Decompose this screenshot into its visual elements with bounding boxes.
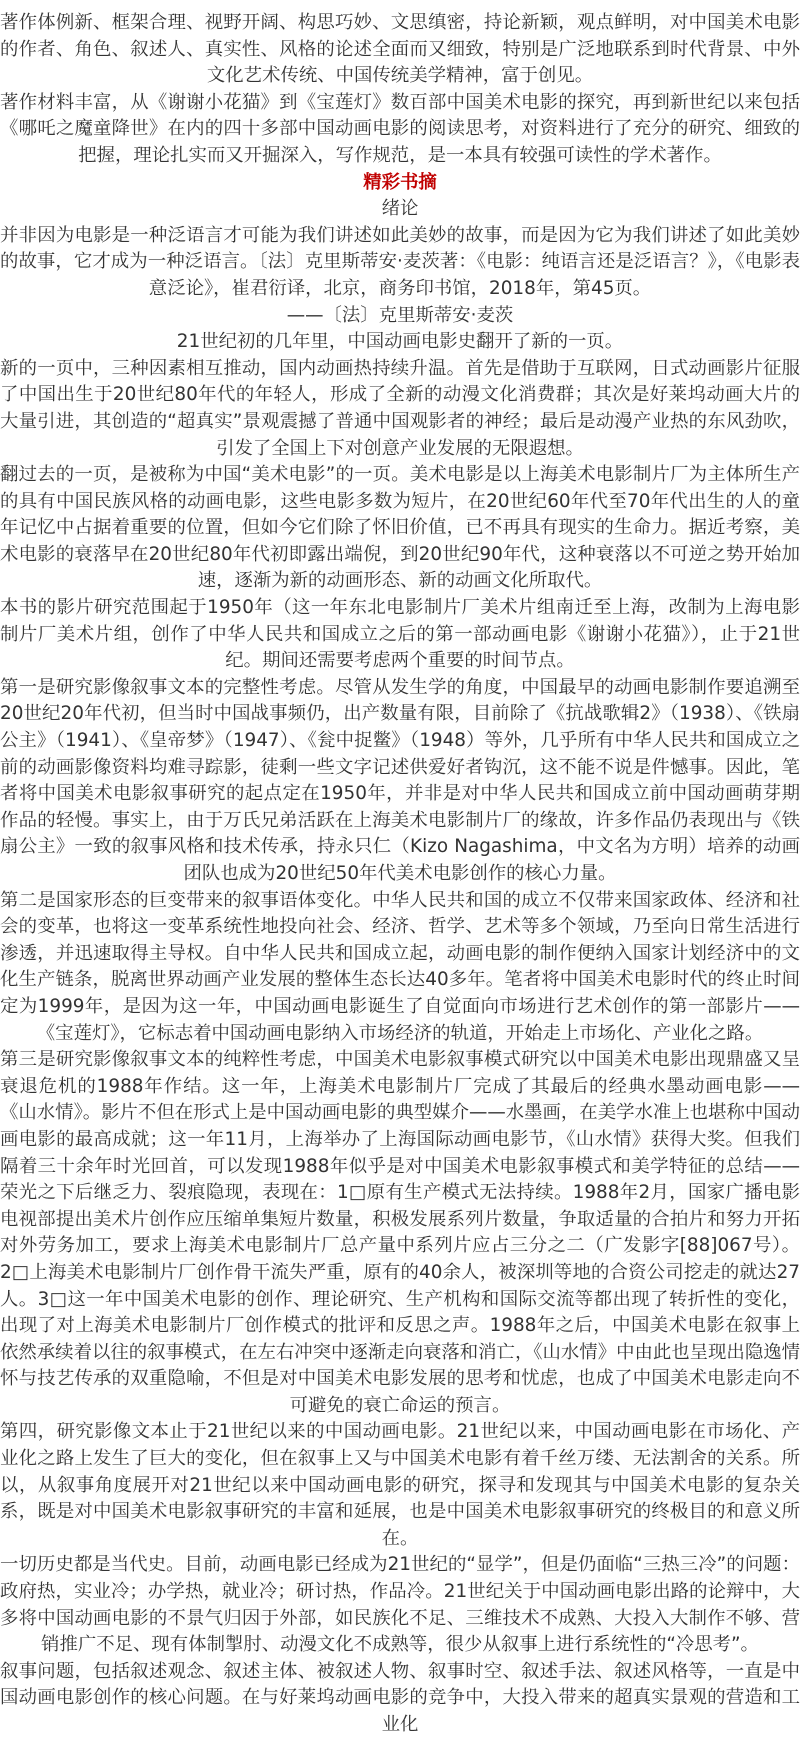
chapter-title: 绪论 xyxy=(381,198,419,220)
excerpt-heading: 精彩书摘 xyxy=(363,171,437,193)
body-paragraph: 21世纪初的几年里，中国动画电影史翻开了新的一页。 xyxy=(176,331,624,353)
epigraph: 并非因为电影是一种泛语言才可能为我们讲述如此美妙的故事，而是因为它为我们讲述了如此美妙的故事，它才成为一种泛语言。〔法〕克里斯蒂安·麦茨著：《电影：纯语言还是泛语言？》，《电影表意泛论》，崔君衍译，北京，商务印书馆，2018年，第45页。 xyxy=(0,224,800,299)
epigraph-attribution: ——〔法〕克里斯蒂安·麦茨 xyxy=(286,304,514,326)
body-paragraph: 第一是研究影像叙事文本的完整性考虑。尽管从发生学的角度，中国最早的动画电影制作要追溯至20世纪20年代初，但当时中国战事频仍，出产数量有限，目前除了《抗战歌辑2》（1938）、《铁扇公主》（1941）、《皇帝梦》（1947）、《瓮中捉鳖》（1948）等外，几乎所有中华人民共和国成立之前的动画影像资料均难寻踪影，徒剩一些文字记述供爱好者钩沉，这不能不说是件憾事。因此，笔者将中国美术电影叙事研究的起点定在1950年，并非是对中华人民共和国成立前中国动画萌芽期作品的轻慢。事实上，由于万氏兄弟活跃在上海美术电影制片厂的缘故，许多作品仍表现出与《铁扇公主》一致的叙事风格和技术传承，持永只仁（Kizo Nagashima，中文名为方明）培养的动画团队也成为20世纪50年代美术电影创作的核心力量。 xyxy=(0,676,800,884)
body-paragraph: 新的一页中，三种因素相互推动，国内动画热持续升温。首先是借助于互联网，日式动画影片征服了中国出生于20世纪80年代的年轻人，形成了全新的动漫文化消费群；其次是好莱坞动画大片的大量引进，其创造的“超真实”景观震撼了普通中国观影者的神经；最后是动漫产业热的东风劲吹，引发了全国上下对创意产业发展的无限遐想。 xyxy=(0,357,800,459)
body-paragraph: 翻过去的一页，是被称为中国“美术电影”的一页。美术电影是以上海美术电影制片厂为主体所生产的具有中国民族风格的动画电影，这些电影多数为短片，在20世纪60年代至70年代出生的人的童年记忆中占据着重要的位置，但如今它们除了怀旧价值，已不再具有现实的生命力。据近考察，美术电影的衰落早在20世纪80年代初即露出端倪，到20世纪90年代，这种衰落以不可逆之势开始加速，逐渐为新的动画形态、新的动画文化所取代。 xyxy=(0,464,800,592)
body-paragraph: 第四，研究影像文本止于21世纪以来的中国动画电影。21世纪以来，中国动画电影在市场化、产业化之路上发生了巨大的变化，但在叙事上又与中国美术电影有着千丝万缕、无法割舍的关系。所以，从叙事角度展开对21世纪以来中国动画电影的研究，探寻和发现其与中国美术电影的复杂关系，既是对中国美术电影叙事研究的丰富和延展，也是中国美术电影叙事研究的终极目的和意义所在。 xyxy=(0,1421,800,1549)
body-paragraph: 一切历史都是当代史。目前，动画电影已经成为21世纪的“显学”，但是仍面临“三热三冷”的问题：政府热，实业冷；办学热，就业冷；研讨热，作品冷。21世纪关于中国动画电影出路的论辩中，大多将中国动画电影的不景气归因于外部，如民族化不足、三维技术不成熟、大投入大制作不够、营销推广不足、现有体制掣肘、动漫文化不成熟等，很少从叙事上进行系统性的“冷思考”。 xyxy=(0,1554,800,1656)
body-paragraph: 叙事问题，包括叙述观念、叙述主体、被叙述人物、叙事时空、叙述手法、叙述风格等，一直是中国动画电影创作的核心问题。在与好莱坞动画电影的竞争中，大投入带来的超真实景观的营造和工业化 xyxy=(0,1660,800,1735)
body-paragraph: 本书的影片研究范围起于1950年（这一年东北电影制片厂美术片组南迁至上海，改制为上海电影制片厂美术片组，创作了中华人民共和国成立之后的第一部动画电影《谢谢小花猫》），止于21世纪。期间还需要考虑两个重要的时间节点。 xyxy=(0,597,800,672)
review-paragraph: 著作材料丰富，从《谢谢小花猫》到《宝莲灯》数百部中国美术电影的探究，再到新世纪以来包括《哪吒之魔童降世》在内的四十多部中国动画电影的阅读思考，对资料进行了充分的研究、细致的把握，理论扎实而又开掘深入，写作规范，是一本具有较强可读性的学术著作。 xyxy=(0,91,800,166)
body-paragraph: 第二是国家形态的巨变带来的叙事语体变化。中华人民共和国的成立不仅带来国家政体、经济和社会的变革，也将这一变革系统性地投向社会、经济、哲学、艺术等多个领域，乃至向日常生活进行渗透，并迅速取得主导权。自中华人民共和国成立起，动画电影的制作便纳入国家计划经济中的文化生产链条，脱离世界动画产业发展的整体生态长达40多年。笔者将中国美术电影时代的终止时间定为1999年，是因为这一年，中国动画电影诞生了自觉面向市场进行艺术创作的第一部影片——《宝莲灯》，它标志着中国动画电影纳入市场经济的轨道，开始走上市场化、产业化之路。 xyxy=(0,889,800,1044)
body-paragraph: 第三是研究影像叙事文本的纯粹性考虑，中国美术电影叙事模式研究以中国美术电影出现鼎盛又呈衰退危机的1988年作结。这一年，上海美术电影制片厂完成了其最后的经典水墨动画电影——《山水情》。影片不但在形式上是中国动画电影的典型媒介——水墨画，在美学水准上也堪称中国动画电影的最高成就；这一年11月，上海举办了上海国际动画电影节，《山水情》获得大奖。但我们隔着三十余年时光回首，可以发现1988年似乎是对中国美术电影叙事模式和美学特征的总结——荣光之下后继乏力、裂痕隐现，表现在：1□原有生产模式无法持续。1988年2月，国家广播电影电视部提出美术片创作应压缩单集短片数量，积极发展系列片数量，争取适量的合拍片和努力开拓对外劳务加工，要求上海美术电影制片厂总产量中系列片应占三分之二（广发影字[88]067号）。2□上海美术电影制片厂创作骨干流失严重，原有的40余人，被深圳等地的合资公司挖走的就达27人。3□这一年中国美术电影的创作、理论研究、生产机构和国际交流等都出现了转折性的变化，出现了对上海美术电影制片厂创作模式的批评和反思之声。1988年之后，中国美术电影在叙事上依然承续着以往的叙事模式，在左右冲突中逐渐走向衰落和消亡，《山水情》中由此也呈现出隐逸情怀与技艺传承的双重隐喻，不但是对中国美术电影发展的思考和忧虑，也成了中国美术电影走向不可避免的衰亡命运的预言。 xyxy=(0,1049,800,1416)
review-paragraph: 著作体例新、框架合理、视野开阔、构思巧妙、文思缜密，持论新颖，观点鲜明，对中国美术电影的作者、角色、叙述人、真实性、风格的论述全面而又细致，特别是广泛地联系到时代背景、中外文化艺术传统、中国传统美学精神，富于创见。 xyxy=(0,12,800,87)
